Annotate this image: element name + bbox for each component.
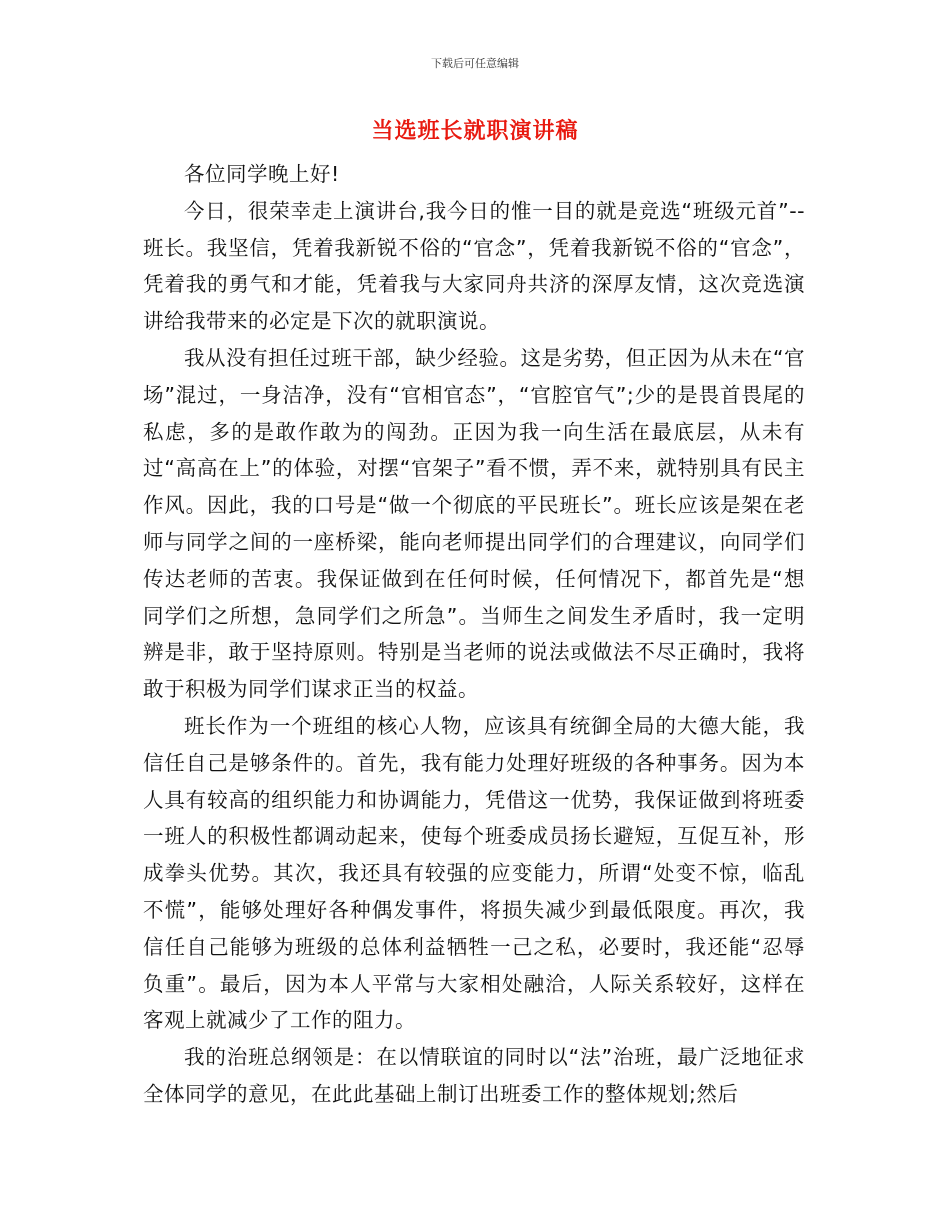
document-title: 当选班长就职演讲稿	[371, 119, 579, 144]
document-body	[143, 156, 805, 1113]
header-note: 下载后可任意编辑	[431, 57, 519, 70]
paragraph-opening: 今日，很荣幸走上演讲台,我今日的惟一目的就是竞选“班级元首”--班长。我坚信，凭着我新锐不俗的“官念”，凭着我新锐不俗的“官念”，凭着我的勇气和才能，凭着我与大家同舟共济的深厚友情，这次竞选演讲给我带来的必定是下次的就职演说。	[143, 198, 805, 334]
paragraph-qualifications: 班长作为一个班组的核心人物，应该具有统御全局的大德大能，我信任自己是够条件的。首先，我有能力处理好班级的各种事务。因为本人具有较高的组织能力和协调能力，凭借这一优势，我保证做到将班委一班人的积极性都调动起来，使每个班委成员扬长避短，互促互补，形成拳头优势。其次，我还具有较强的应变能力，所谓“处变不惊，临乱不慌”，能够处理好各种偶发事件，将损失减少到最低限度。再次，我信任自己能够为班级的总体利益牺牲一己之私，必要时，我还能“忍辱负重”。最后，因为本人平常与大家相处融洽，人际关系较好，这样在客观上就减少了工作的阻力。	[143, 713, 805, 1033]
paragraph-experience: 我从没有担任过班干部，缺少经验。这是劣势，但正因为从未在“官场”混过，一身洁净，没有“官相官态”，“官腔官气”;少的是畏首畏尾的私虑，多的是敢作敢为的闯劲。正因为我一向生活在最底层，从未有过“高高在上”的体验，对摆“官架子”看不惯，弄不来，就特别具有民主作风。因此，我的口号是“做一个彻底的平民班长”。班长应该是架在老师与同学之间的一座桥梁，能向老师提出同学们的合理建议，向同学们传达老师的苦衷。我保证做到在任何时候，任何情况下，都首先是“想同学们之所想，急同学们之所急”。当师生之间发生矛盾时，我一定明辨是非，敢于坚持原则。特别是当老师的说法或做法不尽正确时，我将敢于积极为同学们谋求正当的权益。	[143, 345, 805, 702]
paragraph-program: 我的治班总纲领是：在以情联谊的同时以“法”治班，最广泛地征求全体同学的意见，在此此基础上制订出班委工作的整体规划;然后	[143, 1045, 805, 1106]
paragraph-greeting: 各位同学晚上好!	[184, 162, 340, 186]
